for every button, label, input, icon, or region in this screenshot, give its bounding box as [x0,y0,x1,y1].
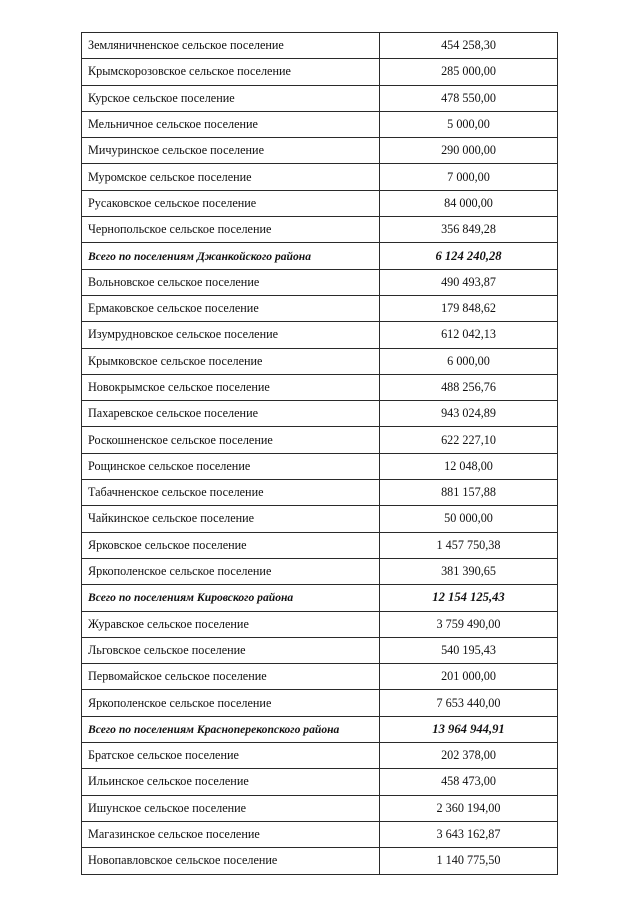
district-total-row [82,716,558,742]
settlement-name: Вольновское сельское поселение [82,269,380,295]
table-row [82,164,558,190]
district-total-row [82,243,558,269]
settlement-name: Ильинское сельское поселение [82,769,380,795]
settlement-amount: 179 848,62 [380,295,558,321]
settlement-name: Новопавловское сельское поселение [82,848,380,874]
district-total-label: Всего по поселениям Кировского района [82,585,380,611]
settlement-amount: 2 360 194,00 [380,795,558,821]
settlement-amount: 1 457 750,38 [380,532,558,558]
table-row [82,59,558,85]
settlement-amount: 943 024,89 [380,401,558,427]
settlement-amount: 488 256,76 [380,374,558,400]
settlement-name: Пахаревское сельское поселение [82,401,380,427]
district-total-label: Всего по поселениям Джанкойского района [82,243,380,269]
table-row [82,322,558,348]
settlement-name: Роскошненское сельское поселение [82,427,380,453]
table-row [82,190,558,216]
settlement-amount: 285 000,00 [380,59,558,85]
district-total-label: Всего по поселениям Красноперекопского района [82,716,380,742]
settlement-name: Мельничное сельское поселение [82,111,380,137]
table-row [82,348,558,374]
table-row [82,85,558,111]
settlement-name: Журавское сельское поселение [82,611,380,637]
table-row [82,217,558,243]
settlement-name: Ермаковское сельское поселение [82,295,380,321]
settlement-amount: 540 195,43 [380,637,558,663]
settlement-amount: 50 000,00 [380,506,558,532]
settlement-name: Изумрудновское сельское поселение [82,322,380,348]
table-row [82,269,558,295]
settlement-name: Ишунское сельское поселение [82,795,380,821]
table-row [82,821,558,847]
settlement-name: Русаковское сельское поселение [82,190,380,216]
settlement-amount: 622 227,10 [380,427,558,453]
settlement-amount: 290 000,00 [380,138,558,164]
settlement-amount: 7 000,00 [380,164,558,190]
settlement-name: Мичуринское сельское поселение [82,138,380,164]
settlement-amount: 7 653 440,00 [380,690,558,716]
table-row [82,611,558,637]
table-row [82,295,558,321]
district-total-amount: 12 154 125,43 [380,585,558,611]
settlement-name: Новокрымское сельское поселение [82,374,380,400]
table-row [82,453,558,479]
settlement-amount: 12 048,00 [380,453,558,479]
settlement-name: Братское сельское поселение [82,743,380,769]
settlement-amount: 454 258,30 [380,33,558,59]
table-row [82,401,558,427]
settlement-name: Курское сельское поселение [82,85,380,111]
settlement-amount: 356 849,28 [380,217,558,243]
settlement-amount: 381 390,65 [380,558,558,584]
settlement-amount: 1 140 775,50 [380,848,558,874]
settlement-amount: 458 473,00 [380,769,558,795]
settlement-amount: 5 000,00 [380,111,558,137]
table-row [82,848,558,874]
settlement-name: Первомайское сельское поселение [82,664,380,690]
district-total-amount: 6 124 240,28 [380,243,558,269]
settlement-name: Ярковское сельское поселение [82,532,380,558]
settlement-name: Магазинское сельское поселение [82,821,380,847]
table-row [82,690,558,716]
settlement-name: Чернопольское сельское поселение [82,217,380,243]
district-total-row [82,585,558,611]
table-row [82,637,558,663]
table-row [82,427,558,453]
settlement-name: Земляничненское сельское поселение [82,33,380,59]
settlement-amount: 201 000,00 [380,664,558,690]
table-row [82,33,558,59]
district-total-amount: 13 964 944,91 [380,716,558,742]
settlement-amount: 3 643 162,87 [380,821,558,847]
settlement-name: Крымскорозовское сельское поселение [82,59,380,85]
settlement-allocation-table [81,32,558,875]
settlement-name: Табачненское сельское поселение [82,480,380,506]
settlement-amount: 490 493,87 [380,269,558,295]
table-row [82,558,558,584]
settlement-amount: 612 042,13 [380,322,558,348]
settlement-name: Яркополенское сельское поселение [82,690,380,716]
table-row [82,506,558,532]
table-row [82,138,558,164]
settlement-name: Яркополенское сельское поселение [82,558,380,584]
table-row [82,795,558,821]
settlement-name: Чайкинское сельское поселение [82,506,380,532]
table-row [82,480,558,506]
table-row [82,532,558,558]
settlement-amount: 6 000,00 [380,348,558,374]
settlement-amount: 84 000,00 [380,190,558,216]
settlement-name: Льговское сельское поселение [82,637,380,663]
settlement-amount: 202 378,00 [380,743,558,769]
settlement-amount: 478 550,00 [380,85,558,111]
table-row [82,769,558,795]
table-row [82,374,558,400]
settlement-name: Крымковское сельское поселение [82,348,380,374]
settlement-amount: 881 157,88 [380,480,558,506]
settlement-name: Рощинское сельское поселение [82,453,380,479]
table-row [82,111,558,137]
table-row [82,743,558,769]
settlement-name: Муромское сельское поселение [82,164,380,190]
settlement-amount: 3 759 490,00 [380,611,558,637]
table-row [82,664,558,690]
table-body [82,33,558,875]
